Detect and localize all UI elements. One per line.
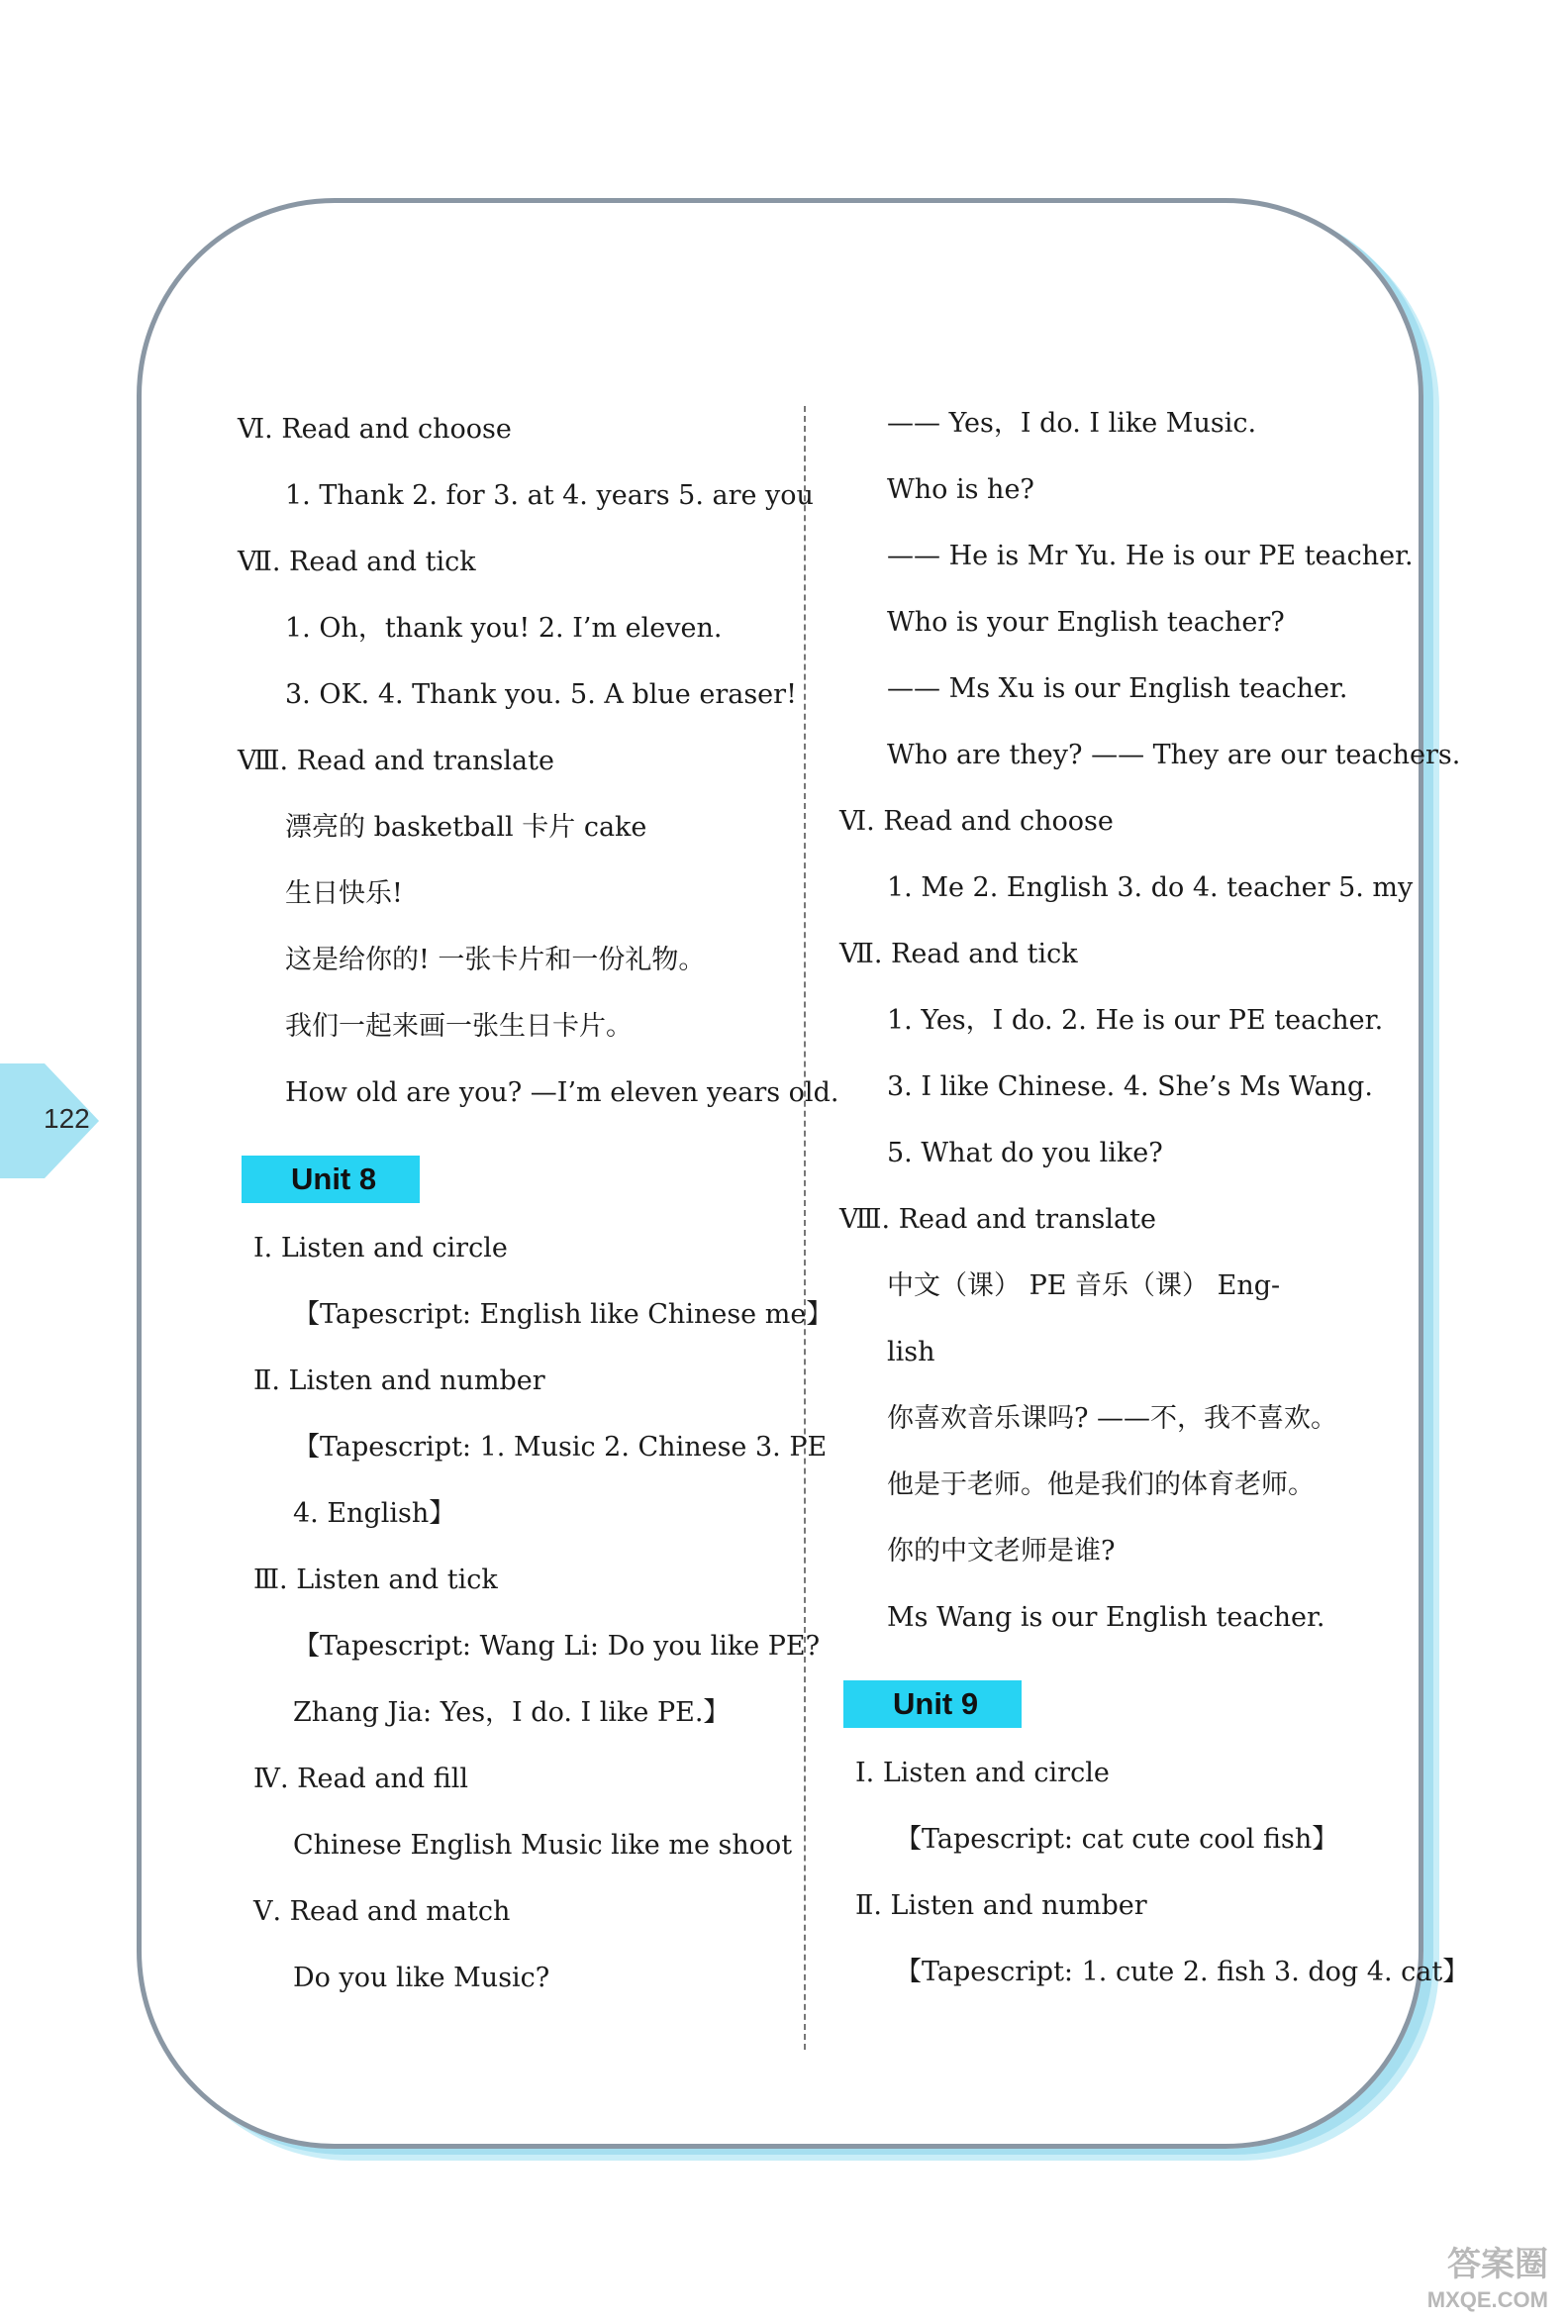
answer-line: 【Tapescript: 1. cute 2. fish 3. dog 4. cat】 [895, 1957, 1470, 1987]
right-column [839, 390, 1470, 2005]
section-title: Ⅰ. Listen and circle [253, 1233, 508, 1263]
answer-line: Do you like Music? [293, 1963, 550, 1993]
section-title: Ⅵ. Read and choose [238, 414, 512, 445]
answer-line: lish [887, 1337, 935, 1367]
section-title: Ⅰ. Listen and circle [855, 1758, 1110, 1788]
answer-line: Who is he? [887, 474, 1034, 505]
section-title: Ⅷ. Read and translate [238, 746, 554, 776]
answer-line: 中文（课） PE 音乐（课） Eng- [887, 1270, 1281, 1301]
section-title: Ⅲ. Listen and tick [253, 1565, 498, 1595]
answer-line: Ms Wang is our English teacher. [887, 1602, 1325, 1633]
answer-line: 1. Thank 2. for 3. at 4. years 5. are you [285, 480, 814, 511]
answer-line: Chinese English Music like me shoot [293, 1830, 793, 1861]
page-number: 122 [44, 1103, 90, 1134]
answer-line: 这是给你的! 一张卡片和一份礼物。 [285, 945, 706, 975]
answer-line: 【Tapescript: Wang Li: Do you like PE? [293, 1631, 821, 1662]
answer-line: 5. What do you like? [887, 1138, 1163, 1168]
answer-line: 他是于老师。他是我们的体育老师。 [887, 1469, 1315, 1500]
unit-heading: Unit 9 [843, 1680, 1022, 1728]
answer-line: 我们一起来画一张生日卡片。 [285, 1011, 633, 1042]
answer-line: —— Ms Xu is our English teacher. [887, 673, 1348, 704]
answer-line: 3. I like Chinese. 4. She’s Ms Wang. [887, 1071, 1373, 1102]
answer-line: 3. OK. 4. Thank you. 5. A blue eraser! [285, 679, 797, 710]
unit-heading: Unit 8 [242, 1156, 420, 1203]
answer-line: Who is your English teacher? [887, 607, 1285, 638]
left-column [238, 396, 839, 2011]
answer-line: 生日快乐! [285, 878, 403, 909]
answer-line: 你的中文老师是谁? [887, 1536, 1116, 1566]
section-title: Ⅱ. Listen and number [253, 1365, 545, 1396]
watermark-line: MXQE.COM [1426, 2287, 1548, 2312]
section-title: Ⅶ. Read and tick [839, 939, 1078, 969]
answer-line: Who are they? —— They are our teachers. [887, 740, 1461, 770]
answer-line: —— He is Mr Yu. He is our PE teacher. [887, 541, 1414, 571]
answer-line: —— Yes，I do. I like Music. [887, 408, 1257, 439]
answer-line: Zhang Jia: Yes，I do. I like PE.】 [293, 1697, 731, 1728]
section-title: Ⅳ. Read and fill [253, 1764, 469, 1794]
answer-line: 你喜欢音乐课吗? ——不，我不喜欢。 [887, 1403, 1338, 1434]
section-title: Ⅴ. Read and match [253, 1896, 511, 1927]
answer-line: How old are you? —I’m eleven years old. [285, 1077, 839, 1108]
answer-line: 【Tapescript: English like Chinese me】 [293, 1299, 833, 1330]
answer-line: 1. Yes，I do. 2. He is our PE teacher. [887, 1005, 1384, 1036]
answer-line: 【Tapescript: 1. Music 2. Chinese 3. PE [293, 1432, 828, 1463]
answer-line: 1. Oh，thank you! 2. I’m eleven. [285, 613, 723, 644]
column-divider [804, 406, 806, 2050]
section-title: Ⅶ. Read and tick [238, 547, 476, 577]
section-title: Ⅱ. Listen and number [855, 1890, 1147, 1921]
section-title: Ⅵ. Read and choose [839, 806, 1114, 837]
answer-line: 1. Me 2. English 3. do 4. teacher 5. my [887, 872, 1414, 903]
watermark-line: 答案圈 [1447, 2246, 1548, 2283]
answer-line: 漂亮的 basketball 卡片 cake [285, 812, 647, 843]
answer-line: 4. English】 [293, 1498, 456, 1529]
answer-line: 【Tapescript: cat cute cool fish】 [895, 1824, 1339, 1855]
section-title: Ⅷ. Read and translate [839, 1204, 1156, 1235]
watermark [1427, 2247, 1548, 2318]
